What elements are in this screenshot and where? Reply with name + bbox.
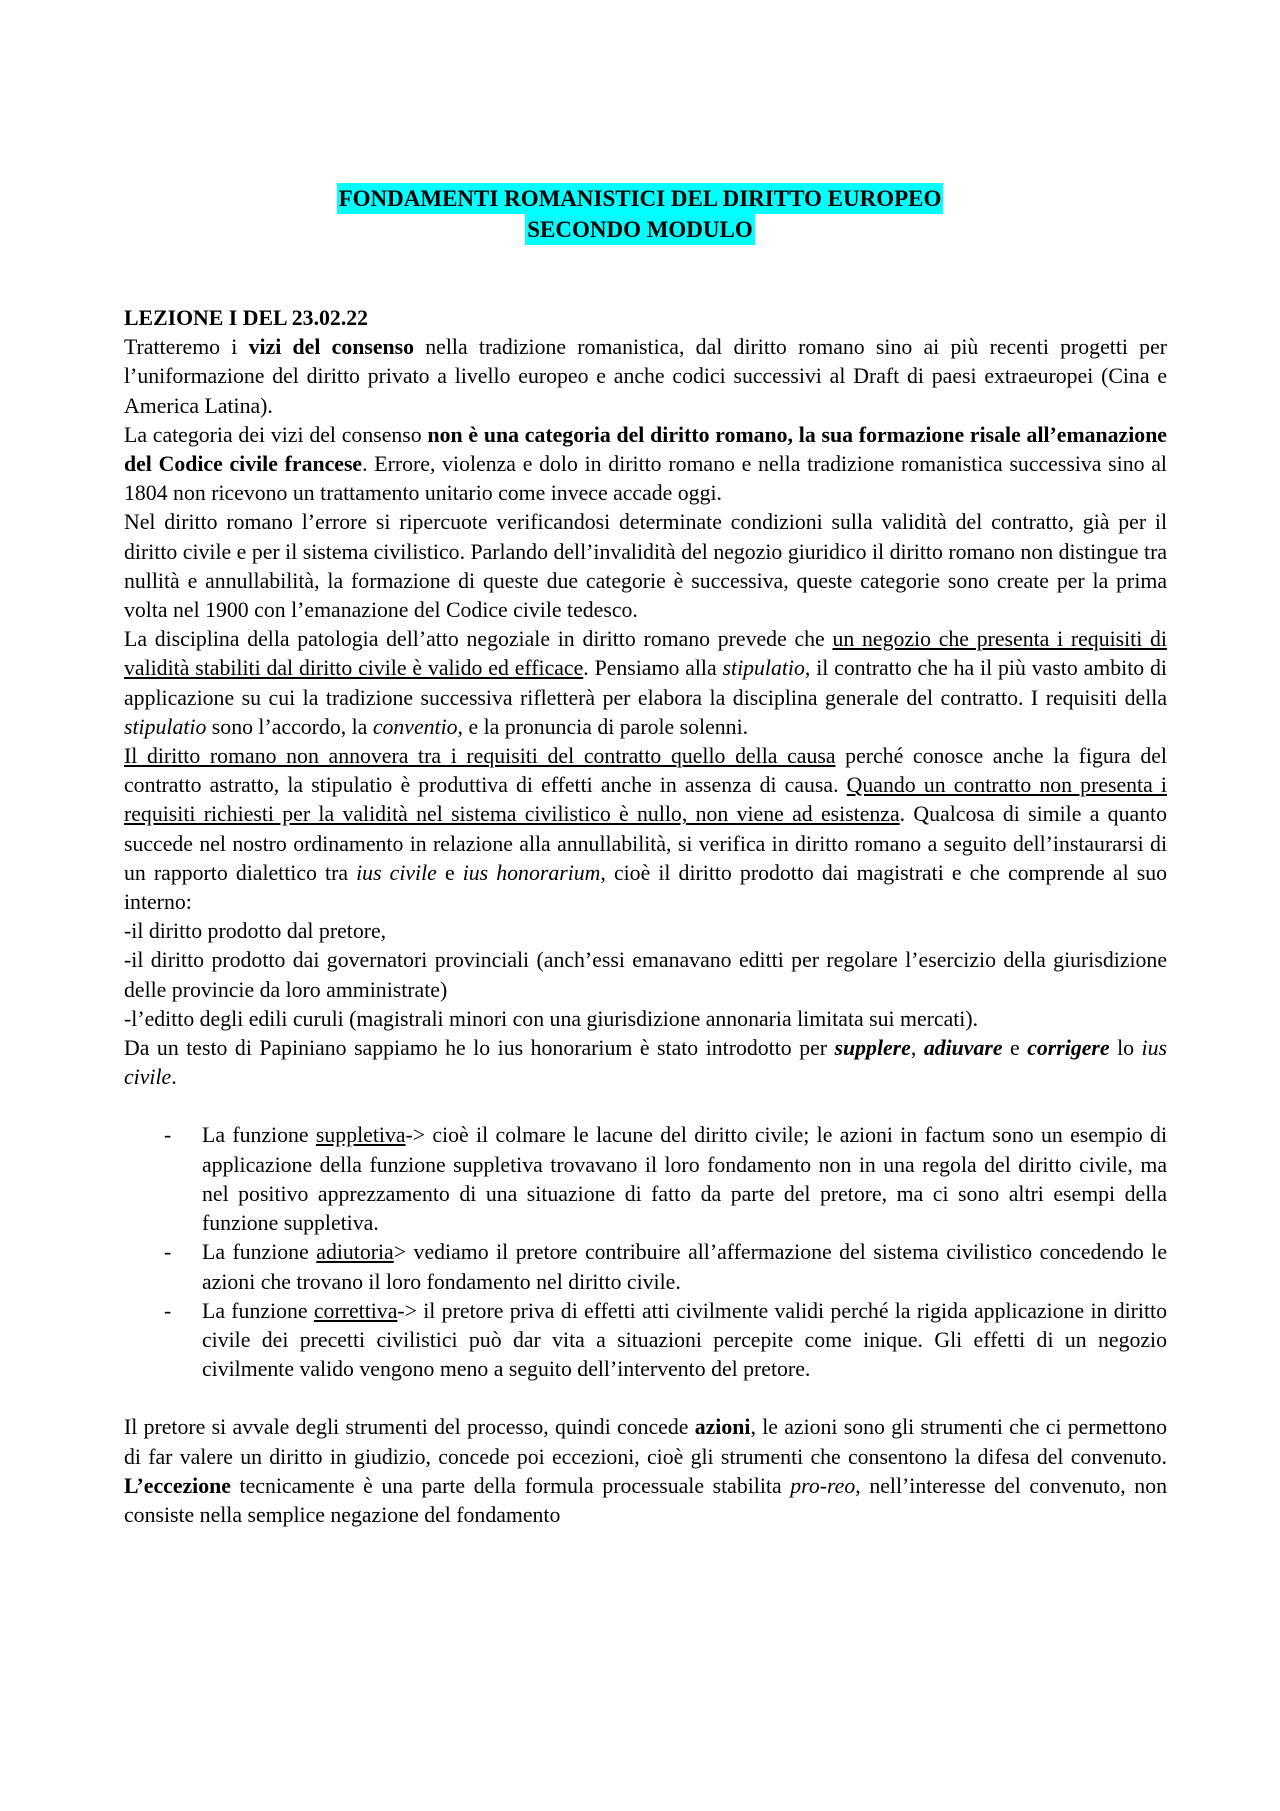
- list-line: -il diritto prodotto dai governatori provinciali (anch’essi emanavano editti per regolare l’esercizio della giurisdizione delle provincie da loro amministrate): [124, 948, 1167, 1002]
- paragraph-papiniano: Da un testo di Papiniano sappiamo he lo ius honorarium è stato introdotto per supplere, adiuvare e corrigere lo ius civile.: [124, 1036, 1167, 1090]
- lesson-heading: LEZIONE I DEL 23.02.22: [124, 306, 369, 330]
- list-item: - La funzione correttiva-> il pretore priva di effetti atti civilmente validi perché la rigida applicazione in diritto civile dei precetti civilistici può dar vita a situazioni percepite come inique. Gli effetti di un negozio civilmente valido vengono meno a seguito dell’intervento del pretore.: [164, 1298, 1167, 1382]
- document-title: [0, 183, 1280, 245]
- document-body: [124, 304, 1167, 1530]
- spacer: [124, 1384, 1167, 1413]
- paragraph-vizi-consenso: Tratteremo i vizi del consenso nella tradizione romanistica, dal diritto romano sino ai più recenti progetti per l’uniformazione del diritto privato a livello europeo e anche codici successivi al Draft di paesi extraeuropei (Cina e America Latina).: [124, 335, 1168, 418]
- list-line: -l’editto degli edili curuli (magistrali minori con una giurisdizione annonaria limitata sui mercati).: [124, 1006, 979, 1031]
- list-item: - La funzione suppletiva-> cioè il colmare le lacune del diritto civile; le azioni in factum sono un esempio di applicazione della funzione suppletiva trovavano il loro fondamento non in una regola del diritto civile, ma nel positivo apprezzamento di una situazione di fatto da parte del pretore, ma ci sono altri esempi della funzione suppletiva.: [164, 1123, 1167, 1236]
- title-line-2: SECONDO MODULO: [525, 214, 755, 245]
- paragraph-patologia: La disciplina della patologia dell’atto negoziale in diritto romano prevede che un negozio che presenta i requisiti di validità stabiliti dal diritto civile è valido ed efficace. Pensiamo alla stipulatio, il contratto che ha il più vasto ambito di applicazione su cui la tradizione successiva rifletterà per elabora la disciplina generale del contratto. I requisiti della stipulatio sono l’accordo, la conventio, e la pronuncia di parole solenni.: [124, 627, 1167, 739]
- paragraph-causa: Il diritto romano non annovera tra i requisiti del contratto quello della causa perché conosce anche la figura del contratto astratto, la stipulatio è produttiva di effetti anche in assenza di causa. Quando un contratto non presenta i requisiti richiesti per la validità nel sistema civilistico è nullo, non viene ad esistenza. Qualcosa di simile a quanto succede nel nostro ordinamento in relazione alla annullabilità, si verifica in diritto romano a seguito dell’instaurarsi di un rapporto dialettico tra ius civile e ius honorarium, cioè il diritto prodotto dai magistrati e che comprende al suo interno:: [124, 744, 1168, 915]
- functions-list: [124, 1121, 1167, 1384]
- paragraph-errore: Nel diritto romano l’errore si ripercuote verificandosi determinate condizioni sulla validità del contratto, già per il diritto civile e per il sistema civilistico. Parlando dell’invalidità del negozio giuridico il diritto romano non distingue tra nullità e annullabilità, la formazione di queste due categorie è successiva, queste categorie sono create per la prima volta nel 1900 con l’emanazione del Codice civile tedesco.: [124, 510, 1167, 623]
- paragraph-categoria: La categoria dei vizi del consenso non è una categoria del diritto romano, la sua formazione risale all’emanazione del Codice civile francese. Errore, violenza e dolo in diritto romano e nella tradizione romanistica successiva sino al 1804 non ricevono un trattamento unitario come invece accade oggi.: [124, 422, 1167, 506]
- list-line: -il diritto prodotto dal pretore,: [124, 919, 387, 944]
- title-line-1: FONDAMENTI ROMANISTICI DEL DIRITTO EUROPEO: [337, 183, 944, 214]
- spacer: [124, 1092, 1167, 1121]
- list-item: - La funzione adiutoria> vediamo il pretore contribuire all’affermazione del sistema civilistico concedendo le azioni che trovano il loro fondamento nel diritto civile.: [164, 1240, 1167, 1294]
- paragraph-pretore: Il pretore si avvale degli strumenti del processo, quindi concede azioni, le azioni sono gli strumenti che ci permettono di far valere un diritto in giudizio, concede poi eccezioni, cioè gli strumenti che consentono la difesa del convenuto. L’eccezione tecnicamente è una parte della formula processuale stabilita pro-reo, nell’interesse del convenuto, non consiste nella semplice negazione del fondamento: [124, 1415, 1167, 1527]
